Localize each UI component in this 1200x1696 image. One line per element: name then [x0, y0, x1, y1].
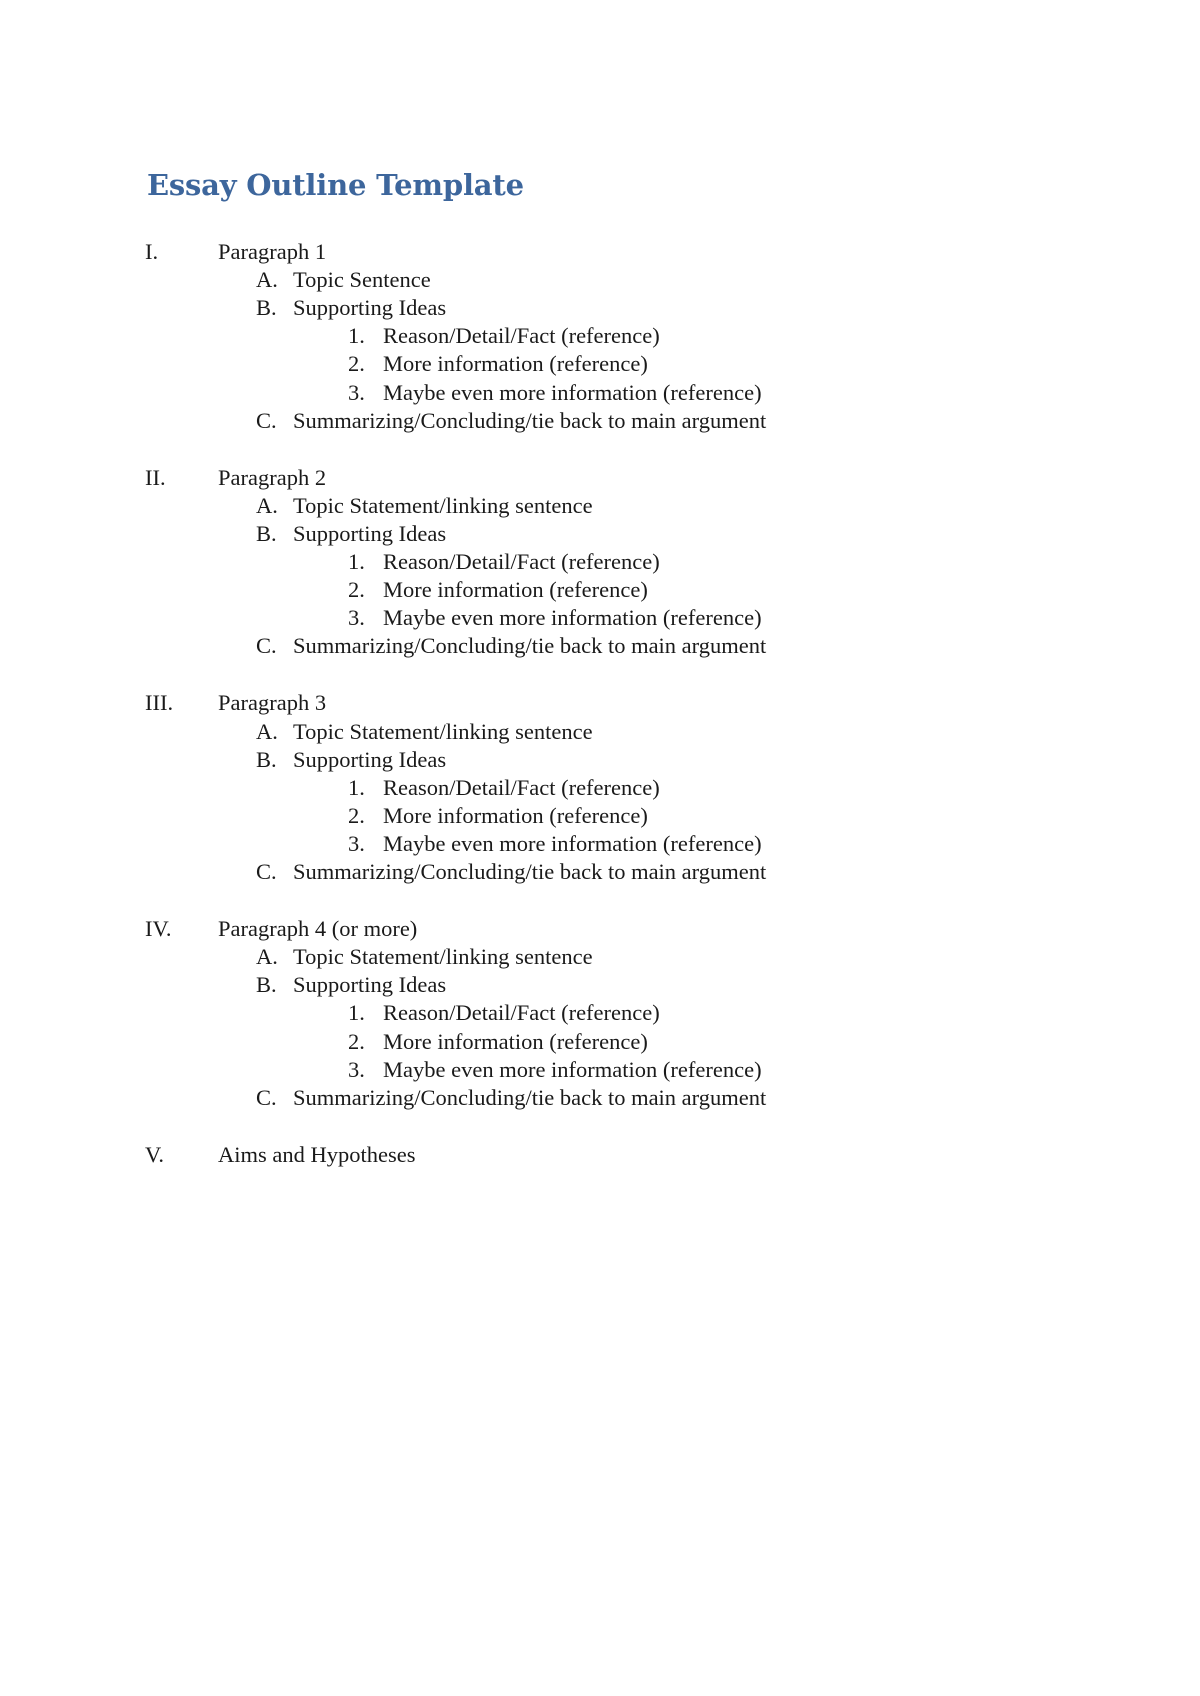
outline-label: Topic Statement/linking sentence	[293, 492, 593, 518]
outline-label: Supporting Ideas	[293, 295, 447, 321]
outline-marker: 2.	[348, 577, 365, 603]
outline-marker: I.	[145, 239, 159, 264]
outline-marker: 2.	[348, 351, 365, 377]
outline-marker: 3.	[348, 605, 365, 631]
outline-marker: B.	[256, 746, 277, 772]
outline-marker: 3.	[348, 379, 365, 405]
outline-label: Topic Statement/linking sentence	[293, 944, 593, 970]
outline-label: Summarizing/Concluding/tie back to main argument	[293, 407, 767, 433]
outline-label: Maybe even more information (reference)	[383, 379, 762, 405]
outline-marker: V.	[145, 1141, 164, 1167]
outline-label: Paragraph 1	[218, 239, 327, 264]
outline-label: Supporting Ideas	[293, 972, 447, 998]
outline-label: More information (reference)	[383, 802, 648, 828]
outline-marker: A.	[256, 944, 278, 970]
outline-label: Summarizing/Concluding/tie back to main argument	[293, 1084, 767, 1110]
outline-label: More information (reference)	[383, 577, 648, 603]
outline-label: Reason/Detail/Fact (reference)	[383, 774, 660, 800]
outline-marker: 2.	[348, 1028, 365, 1054]
outline-marker: C.	[256, 1084, 277, 1110]
outline-marker: C.	[256, 633, 277, 659]
outline-marker: B.	[256, 520, 277, 546]
outline-label: More information (reference)	[383, 1028, 648, 1054]
outline-marker: 3.	[348, 830, 365, 856]
outline-label: Supporting Ideas	[293, 746, 447, 772]
outline-marker: B.	[256, 295, 277, 321]
outline-marker: III.	[145, 690, 174, 716]
outline-label: Maybe even more information (reference)	[383, 1056, 762, 1082]
outline-label: Topic Sentence	[293, 267, 431, 293]
outline-label: More information (reference)	[383, 351, 648, 377]
outline-marker: A.	[256, 492, 278, 518]
outline-marker: A.	[256, 718, 278, 744]
outline-label: Supporting Ideas	[293, 520, 447, 546]
outline-marker: 3.	[348, 1056, 365, 1082]
outline-marker: 2.	[348, 802, 365, 828]
outline-label: Summarizing/Concluding/tie back to main argument	[293, 859, 767, 884]
outline-marker: 1.	[348, 549, 365, 574]
outline-label: Reason/Detail/Fact (reference)	[383, 323, 660, 349]
outline-marker: II.	[145, 464, 166, 490]
outline-label: Paragraph 4 (or more)	[218, 916, 418, 942]
outline-marker: 1.	[348, 1000, 365, 1026]
outline-label: Paragraph 3	[218, 690, 327, 716]
outline-label: Maybe even more information (reference)	[383, 605, 762, 631]
outline-marker: 1.	[348, 774, 365, 800]
outline-marker: 1.	[348, 323, 365, 349]
outline-marker: B.	[256, 972, 277, 998]
outline-marker: C.	[256, 859, 277, 884]
outline-label: Maybe even more information (reference)	[383, 830, 762, 856]
outline-label: Summarizing/Concluding/tie back to main argument	[293, 633, 767, 659]
outline-label: Topic Statement/linking sentence	[293, 718, 593, 744]
outline-marker: C.	[256, 407, 277, 433]
outline-marker: IV.	[145, 916, 172, 942]
outline-marker: A.	[256, 267, 278, 293]
outline-label: Reason/Detail/Fact (reference)	[383, 1000, 660, 1026]
outline-label: Reason/Detail/Fact (reference)	[383, 549, 660, 574]
outline-label: Paragraph 2	[218, 464, 327, 490]
page-title: Essay Outline Template	[147, 168, 524, 202]
outline-label: Aims and Hypotheses	[218, 1141, 416, 1167]
